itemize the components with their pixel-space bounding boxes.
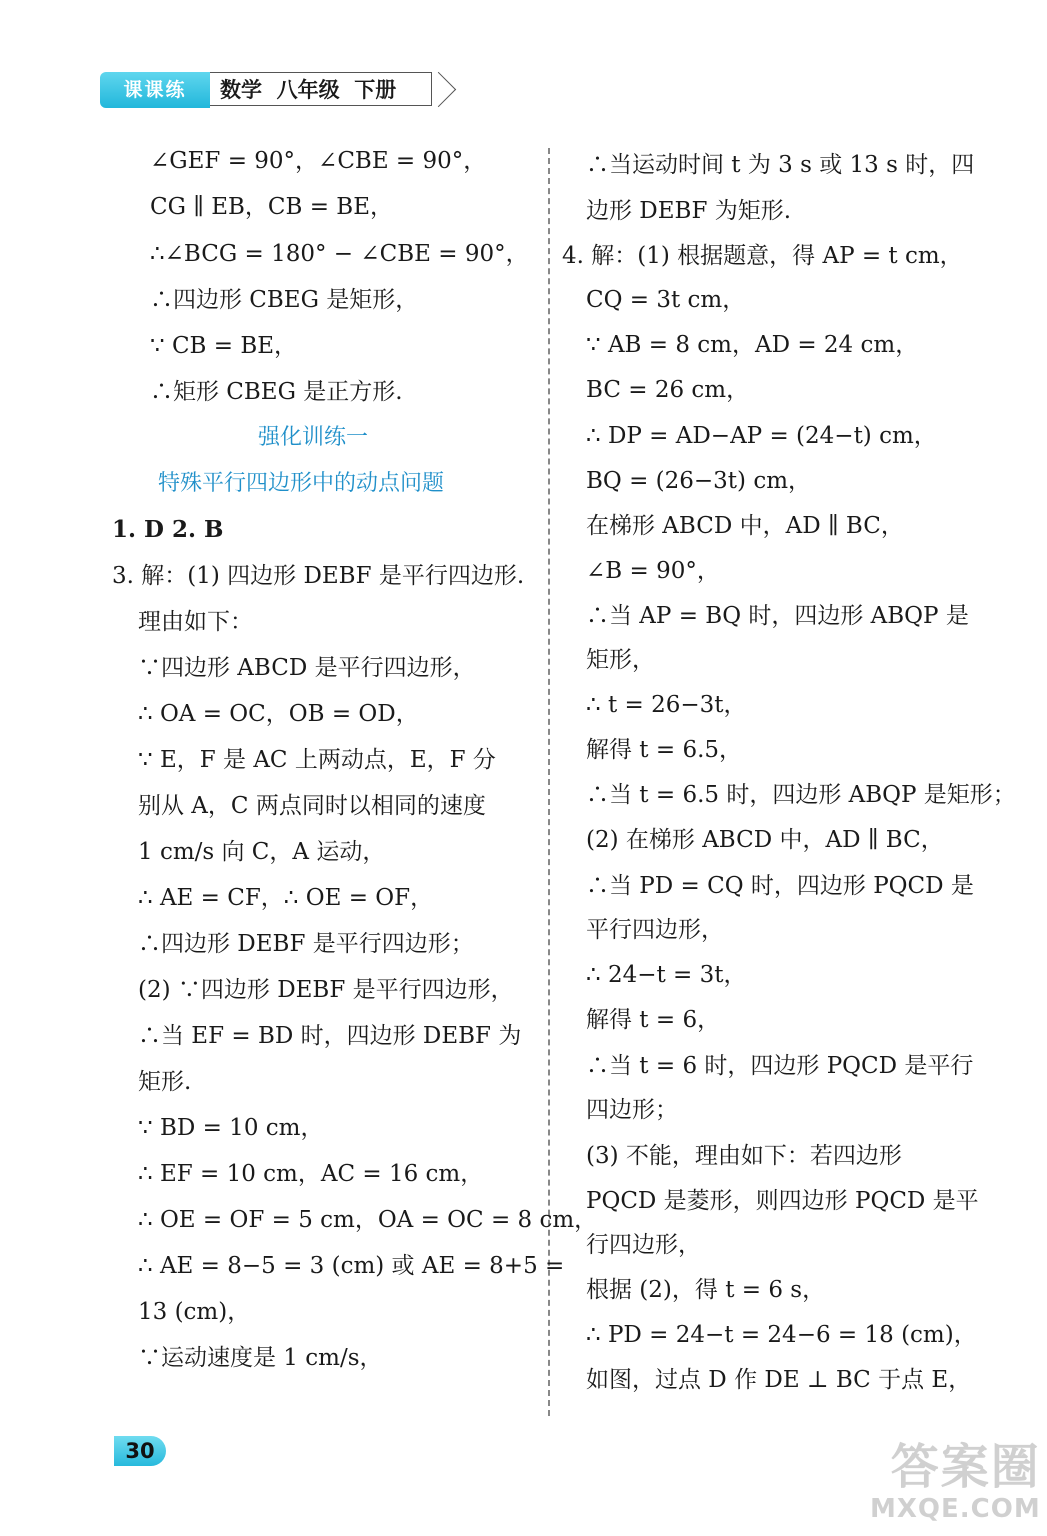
watermark-url: MXQE.COM xyxy=(870,1494,1041,1524)
section-subtitle: 特殊平行四边形中的动点问题 xyxy=(158,471,445,496)
text-line: 13 (cm)， xyxy=(138,1299,251,1325)
text-line: CG ∥ EB，CB = BE， xyxy=(150,194,393,220)
text-line: 四边形； xyxy=(586,1097,678,1123)
text-line: ∴ AE = 8−5 = 3 (cm) 或 AE = 8+5 = xyxy=(138,1253,565,1279)
page-number: 30 xyxy=(114,1436,166,1466)
text-line: ∴ 24−t = 3t， xyxy=(586,962,747,988)
book-brand: 课课练 xyxy=(100,72,210,108)
text-line: ∴ OE = OF = 5 cm，OA = OC = 8 cm， xyxy=(138,1207,598,1233)
text-line: 矩形， xyxy=(586,647,655,673)
text-line: ∴ t = 26−3t， xyxy=(586,692,747,718)
text-line: ∠GEF = 90°，∠CBE = 90°， xyxy=(150,148,487,174)
watermark xyxy=(870,1440,1041,1524)
text-line: (2) 在梯形 ABCD 中，AD ∥ BC， xyxy=(586,827,944,853)
text-line: (2) ∵四边形 DEBF 是平行四边形， xyxy=(138,977,514,1003)
text-line: BQ = (26−3t) cm， xyxy=(586,468,812,494)
text-line: ∵运动速度是 1 cm/s， xyxy=(138,1345,383,1371)
text-line: ∴当运动时间 t 为 3 s 或 13 s 时，四 xyxy=(586,152,975,178)
text-line: ∴当 t = 6 时，四边形 PQCD 是平行 xyxy=(586,1053,974,1079)
text-line: ∴当 PD = CQ 时，四边形 PQCD 是 xyxy=(586,873,974,899)
text-line: ∵四边形 ABCD 是平行四边形， xyxy=(138,655,476,681)
text-line: 理由如下： xyxy=(138,609,253,635)
text-line: ∠B = 90°， xyxy=(586,558,720,584)
book-subject: 数学 八年级 下册 xyxy=(210,72,432,106)
text-line: 3. 解：(1) 四边形 DEBF 是平行四边形. xyxy=(112,563,525,589)
text-line: 在梯形 ABCD 中，AD ∥ BC， xyxy=(586,513,904,539)
text-line: ∵ BD = 10 cm， xyxy=(138,1115,324,1141)
text-line: ∴ AE = CF，∴ OE = OF， xyxy=(138,885,434,911)
text-line: (3) 不能，理由如下：若四边形 xyxy=(586,1143,902,1169)
text-line: ∴当 AP = BQ 时，四边形 ABQP 是 xyxy=(586,603,969,629)
text-line: 边形 DEBF 为矩形. xyxy=(586,198,792,224)
text-line: CQ = 3t cm， xyxy=(586,287,746,313)
text-line: ∵ CB = BE， xyxy=(150,333,298,359)
text-line: 4. 解：(1) 根据题意，得 AP = t cm， xyxy=(562,243,963,269)
text-line: ∴当 t = 6.5 时，四边形 ABQP 是矩形； xyxy=(586,782,1016,808)
text-line: ∴四边形 CBEG 是矩形， xyxy=(150,287,419,313)
text-line: 矩形. xyxy=(138,1069,192,1095)
text-line: ∴四边形 DEBF 是平行四边形； xyxy=(138,931,474,957)
text-line: 1 cm/s 向 C，A 运动， xyxy=(138,839,386,865)
text-line: ∴∠BCG = 180° − ∠CBE = 90°， xyxy=(150,241,529,267)
text-line: ∴ EF = 10 cm，AC = 16 cm， xyxy=(138,1161,484,1187)
text-line: ∵ E，F 是 AC 上两动点，E，F 分 xyxy=(138,747,496,773)
text-line: 如图，过点 D 作 DE ⊥ BC 于点 E， xyxy=(586,1367,972,1393)
text-line: ∴ PD = 24−t = 24−6 = 18 (cm)， xyxy=(586,1322,977,1348)
text-line: 平行四边形， xyxy=(586,917,724,943)
text-line: ∴ DP = AD−AP = (24−t) cm， xyxy=(586,423,937,449)
watermark-main: 答案圈 xyxy=(890,1439,1041,1495)
answer-line: 1. D 2. B xyxy=(112,516,224,543)
text-line: BC = 26 cm， xyxy=(586,377,750,403)
text-line: ∴ OA = OC，OB = OD， xyxy=(138,701,419,727)
section-title: 强化训练一 xyxy=(258,425,369,450)
text-line: ∵ AB = 8 cm，AD = 24 cm， xyxy=(586,332,919,358)
text-line: 根据 (2)，得 t = 6 s， xyxy=(586,1277,826,1303)
text-line: ∴矩形 CBEG 是正方形. xyxy=(150,379,403,405)
text-line: 解得 t = 6， xyxy=(586,1007,721,1033)
page-header xyxy=(100,72,440,112)
text-line: 别从 A，C 两点同时以相同的速度 xyxy=(138,793,486,819)
text-line: 行四边形， xyxy=(586,1232,701,1258)
text-line: ∴当 EF = BD 时，四边形 DEBF 为 xyxy=(138,1023,522,1049)
text-line: PQCD 是菱形，则四边形 PQCD 是平 xyxy=(586,1188,979,1214)
text-line: 解得 t = 6.5， xyxy=(586,737,743,763)
